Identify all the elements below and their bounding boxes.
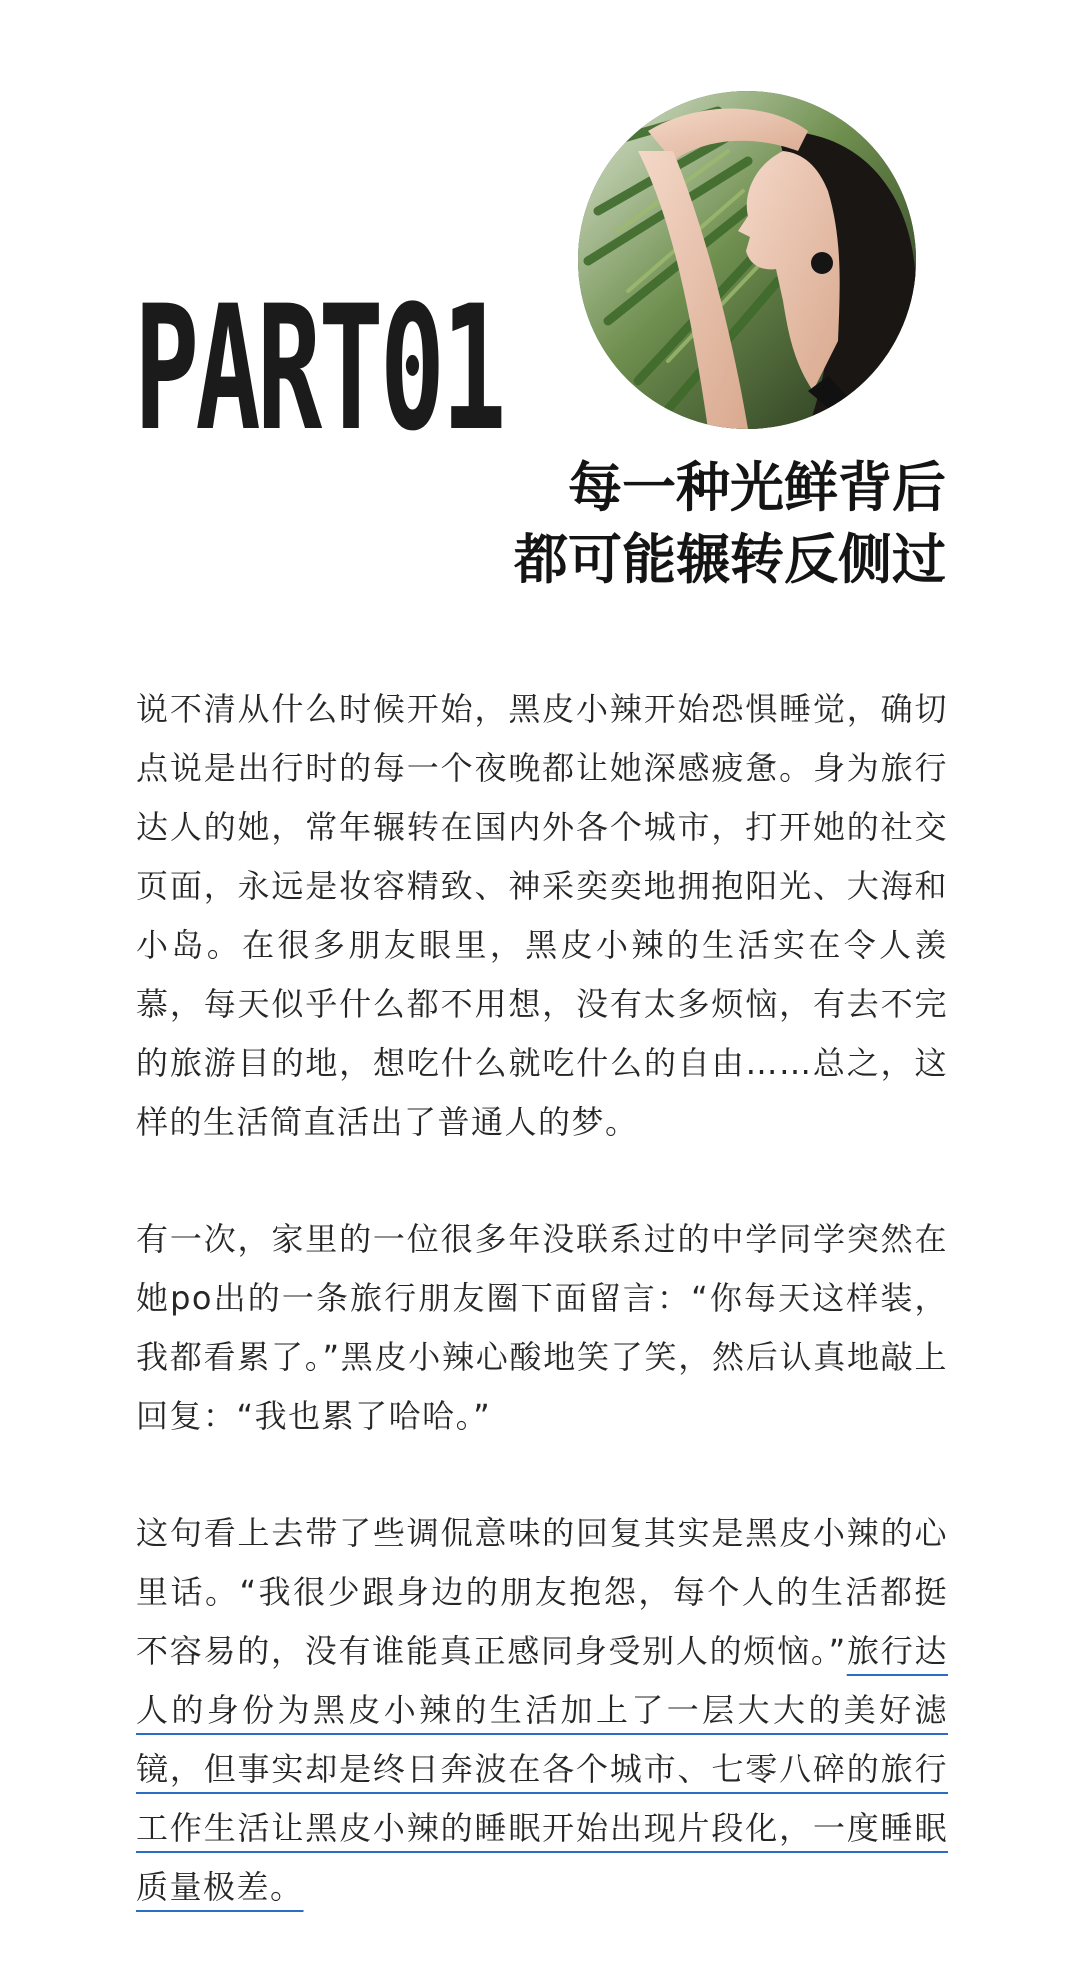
article-body — [136, 680, 948, 1975]
headline-line-2: 都可能辗转反侧过 — [514, 528, 946, 591]
article-paragraph-3-underlined: 旅行达人的身份为黑皮小辣的生活加上了一层大大的美好滤镜，但事实却是终日奔波在各个城市、七零八碎的旅行工作生活让黑皮小辣的睡眠开始出现片段化，一度睡眠质量极差。 — [136, 1632, 948, 1906]
part-title: PART01 — [134, 268, 503, 469]
portrait-photo-icon — [578, 91, 916, 429]
headline-line-1: 每一种光鲜背后 — [568, 456, 946, 519]
hero-portrait-image — [578, 91, 916, 429]
article-paragraph-3-plain: 这句看上去带了些调侃意味的回复其实是黑皮小辣的心里话。“我很少跟身边的朋友抱怨，每个人的生活都挺不容易的，没有谁能真正感同身受别人的烦恼。” — [136, 1514, 948, 1670]
article-paragraph-3 — [136, 1504, 948, 1917]
headline — [426, 452, 946, 596]
article-paragraph-2: 有一次，家里的一位很多年没联系过的中学同学突然在她po出的一条旅行朋友圈下面留言：“你每天这样装，我都看累了。”黑皮小辣心酸地笑了笑，然后认真地敲上回复：“我也累了哈哈。” — [136, 1220, 948, 1435]
article-paragraph-1: 说不清从什么时候开始，黑皮小辣开始恐惧睡觉，确切点说是出行时的每一个夜晚都让她深感疲惫。身为旅行达人的她，常年辗转在国内外各个城市，打开她的社交页面，永远是妆容精致、神采奕奕地拥抱阳光、大海和小岛。在很多朋友眼里，黑皮小辣的生活实在令人羡慕，每天似乎什么都不用想，没有太多烦恼，有去不完的旅游目的地，想吃什么就吃什么的自由……总之，这样的生活简直活出了普通人的梦。 — [136, 690, 948, 1141]
